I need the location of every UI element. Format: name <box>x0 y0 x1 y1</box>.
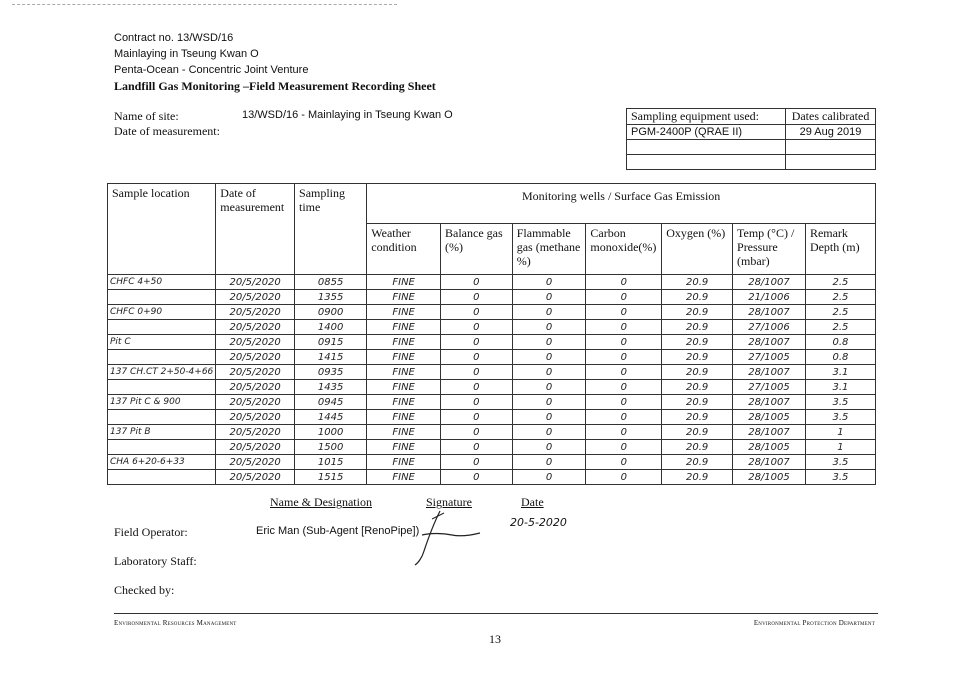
sample-location-cell: CHFC 0+90 <box>108 305 216 320</box>
flammable-gas-cell: 0 <box>512 335 586 350</box>
carbon-monoxide-cell: 0 <box>586 305 662 320</box>
depth-cell: 1 <box>805 425 875 440</box>
balance-gas-cell: 0 <box>441 455 513 470</box>
equipment-table <box>626 108 876 170</box>
temp-pressure-cell: 27/1005 <box>733 350 806 365</box>
name-designation-heading: Name & Designation <box>270 495 372 509</box>
carbon-monoxide-cell: 0 <box>586 455 662 470</box>
temp-pressure-cell: 28/1007 <box>733 335 806 350</box>
weather-cell: FINE <box>367 380 441 395</box>
time-cell: 1435 <box>295 380 367 395</box>
header-temp-pressure <box>733 224 806 275</box>
project-name: Mainlaying in Tseung Kwan O <box>114 48 259 60</box>
header-oxygen: Oxygen (%) <box>662 224 733 275</box>
balance-gas-cell: 0 <box>441 275 513 290</box>
balance-gas-cell: 0 <box>441 395 513 410</box>
depth-cell: 2.5 <box>805 275 875 290</box>
calibration-header: Dates calibrated <box>786 109 876 125</box>
depth-cell: 0.8 <box>805 350 875 365</box>
table-row <box>108 425 876 440</box>
measurement-table <box>107 183 876 485</box>
header-sampling-time: Sampling time <box>295 184 367 275</box>
temp-pressure-cell: 27/1006 <box>733 320 806 335</box>
balance-gas-cell: 0 <box>441 335 513 350</box>
header-carbon-monoxide: Carbon monoxide(%) <box>586 224 662 275</box>
carbon-monoxide-cell: 0 <box>586 290 662 305</box>
calibration-cell: 29 Aug 2019 <box>786 125 876 140</box>
temp-pressure-cell: 21/1006 <box>733 290 806 305</box>
date-cell: 20/5/2020 <box>216 350 295 365</box>
calibration-cell <box>786 155 876 170</box>
oxygen-cell: 20.9 <box>662 335 733 350</box>
depth-cell: 2.5 <box>805 305 875 320</box>
depth-cell: 3.5 <box>805 410 875 425</box>
equipment-cell: PGM-2400P (QRAE II) <box>627 125 786 140</box>
header-weather: Weather condition <box>367 224 441 275</box>
sample-location-cell <box>108 290 216 305</box>
signature-block <box>114 495 714 615</box>
depth-cell: 0.8 <box>805 335 875 350</box>
sample-location-cell <box>108 350 216 365</box>
date-cell: 20/5/2020 <box>216 440 295 455</box>
sample-location-cell <box>108 380 216 395</box>
site-name-label: Name of site: <box>114 109 179 123</box>
laboratory-staff-label: Laboratory Staff: <box>114 554 197 568</box>
weather-cell: FINE <box>367 470 441 485</box>
time-cell: 0855 <box>295 275 367 290</box>
footer-left-text: Environmental Resources Management <box>114 619 237 627</box>
temp-pressure-cell: 28/1005 <box>733 440 806 455</box>
oxygen-cell: 20.9 <box>662 470 733 485</box>
contract-number: Contract no. 13/WSD/16 <box>114 32 234 44</box>
sheet-title: Landfill Gas Monitoring –Field Measurement Recording Sheet <box>114 79 436 93</box>
balance-gas-cell: 0 <box>441 440 513 455</box>
oxygen-cell: 20.9 <box>662 365 733 380</box>
carbon-monoxide-cell: 0 <box>586 380 662 395</box>
field-operator-label: Field Operator: <box>114 525 188 539</box>
flammable-gas-cell: 0 <box>512 320 586 335</box>
time-cell: 1445 <box>295 410 367 425</box>
flammable-gas-cell: 0 <box>512 410 586 425</box>
weather-cell: FINE <box>367 335 441 350</box>
oxygen-cell: 20.9 <box>662 320 733 335</box>
table-row <box>108 470 876 485</box>
temp-pressure-cell: 28/1007 <box>733 305 806 320</box>
flammable-gas-cell: 0 <box>512 275 586 290</box>
table-row <box>108 380 876 395</box>
weather-cell: FINE <box>367 320 441 335</box>
weather-cell: FINE <box>367 290 441 305</box>
header-pressure: Pressure (mbar) <box>737 240 778 268</box>
oxygen-cell: 20.9 <box>662 275 733 290</box>
header-measurement-date: Date of measurement <box>216 184 295 275</box>
depth-cell: 3.5 <box>805 470 875 485</box>
contractor-name: Penta-Ocean - Concentric Joint Venture <box>114 64 309 76</box>
table-row <box>108 320 876 335</box>
balance-gas-cell: 0 <box>441 365 513 380</box>
date-cell: 20/5/2020 <box>216 395 295 410</box>
signature-heading: Signature <box>426 495 472 509</box>
date-heading: Date <box>521 495 544 509</box>
site-name-value: 13/WSD/16 - Mainlaying in Tseung Kwan O <box>242 109 453 121</box>
flammable-gas-cell: 0 <box>512 350 586 365</box>
table-row <box>108 395 876 410</box>
sample-location-cell: Pit C <box>108 335 216 350</box>
table-row <box>108 365 876 380</box>
sample-location-cell: CHFC 4+50 <box>108 275 216 290</box>
weather-cell: FINE <box>367 365 441 380</box>
carbon-monoxide-cell: 0 <box>586 440 662 455</box>
equipment-cell <box>627 140 786 155</box>
carbon-monoxide-cell: 0 <box>586 275 662 290</box>
date-cell: 20/5/2020 <box>216 305 295 320</box>
header-sample-location: Sample location <box>108 184 216 275</box>
handwritten-signature <box>412 505 482 567</box>
balance-gas-cell: 0 <box>441 470 513 485</box>
depth-cell: 2.5 <box>805 320 875 335</box>
date-cell: 20/5/2020 <box>216 410 295 425</box>
footer-divider <box>114 613 878 614</box>
sample-location-cell: 137 Pit C & 900 <box>108 395 216 410</box>
flammable-gas-cell: 0 <box>512 380 586 395</box>
weather-cell: FINE <box>367 440 441 455</box>
oxygen-cell: 20.9 <box>662 395 733 410</box>
depth-cell: 1 <box>805 440 875 455</box>
equipment-cell <box>627 155 786 170</box>
depth-cell: 3.5 <box>805 455 875 470</box>
sample-location-cell <box>108 410 216 425</box>
oxygen-cell: 20.9 <box>662 290 733 305</box>
date-cell: 20/5/2020 <box>216 380 295 395</box>
time-cell: 0935 <box>295 365 367 380</box>
flammable-gas-cell: 0 <box>512 305 586 320</box>
balance-gas-cell: 0 <box>441 425 513 440</box>
field-operator-date: 20-5-2020 <box>510 516 567 529</box>
temp-pressure-cell: 28/1007 <box>733 395 806 410</box>
date-cell: 20/5/2020 <box>216 470 295 485</box>
depth-cell: 2.5 <box>805 290 875 305</box>
weather-cell: FINE <box>367 455 441 470</box>
page-number: 13 <box>489 632 501 646</box>
time-cell: 1400 <box>295 320 367 335</box>
flammable-gas-cell: 0 <box>512 455 586 470</box>
flammable-gas-cell: 0 <box>512 395 586 410</box>
oxygen-cell: 20.9 <box>662 425 733 440</box>
balance-gas-cell: 0 <box>441 305 513 320</box>
date-cell: 20/5/2020 <box>216 320 295 335</box>
weather-cell: FINE <box>367 275 441 290</box>
oxygen-cell: 20.9 <box>662 350 733 365</box>
flammable-gas-cell: 0 <box>512 365 586 380</box>
calibration-cell <box>786 140 876 155</box>
header-remark-depth: Remark Depth (m) <box>805 224 875 275</box>
table-row <box>108 440 876 455</box>
carbon-monoxide-cell: 0 <box>586 350 662 365</box>
carbon-monoxide-cell: 0 <box>586 410 662 425</box>
temp-pressure-cell: 28/1007 <box>733 275 806 290</box>
time-cell: 0900 <box>295 305 367 320</box>
date-cell: 20/5/2020 <box>216 425 295 440</box>
time-cell: 0915 <box>295 335 367 350</box>
carbon-monoxide-cell: 0 <box>586 365 662 380</box>
temp-pressure-cell: 28/1007 <box>733 425 806 440</box>
sample-location-cell <box>108 470 216 485</box>
weather-cell: FINE <box>367 425 441 440</box>
oxygen-cell: 20.9 <box>662 455 733 470</box>
carbon-monoxide-cell: 0 <box>586 395 662 410</box>
time-cell: 1355 <box>295 290 367 305</box>
depth-cell: 3.1 <box>805 380 875 395</box>
time-cell: 1415 <box>295 350 367 365</box>
header-temp: Temp (°C) / <box>737 226 795 240</box>
checked-by-label: Checked by: <box>114 583 175 597</box>
temp-pressure-cell: 28/1005 <box>733 410 806 425</box>
temp-pressure-cell: 28/1007 <box>733 365 806 380</box>
date-cell: 20/5/2020 <box>216 455 295 470</box>
balance-gas-cell: 0 <box>441 320 513 335</box>
weather-cell: FINE <box>367 410 441 425</box>
table-row <box>108 455 876 470</box>
temp-pressure-cell: 28/1007 <box>733 455 806 470</box>
weather-cell: FINE <box>367 305 441 320</box>
flammable-gas-cell: 0 <box>512 440 586 455</box>
field-operator-name: Eric Man (Sub-Agent [RenoPipe]) <box>256 525 420 537</box>
carbon-monoxide-cell: 0 <box>586 470 662 485</box>
equipment-header: Sampling equipment used: <box>627 109 786 125</box>
document-header <box>114 30 436 94</box>
temp-pressure-cell: 28/1005 <box>733 470 806 485</box>
flammable-gas-cell: 0 <box>512 470 586 485</box>
sample-location-cell <box>108 440 216 455</box>
header-flammable-gas: Flammable gas (methane %) <box>512 224 586 275</box>
oxygen-cell: 20.9 <box>662 440 733 455</box>
flammable-gas-cell: 0 <box>512 290 586 305</box>
oxygen-cell: 20.9 <box>662 305 733 320</box>
sample-location-cell: 137 CH.CT 2+50-4+66 <box>108 365 216 380</box>
time-cell: 1500 <box>295 440 367 455</box>
time-cell: 1015 <box>295 455 367 470</box>
header-monitoring-wells: Monitoring wells / Surface Gas Emission <box>367 184 876 224</box>
balance-gas-cell: 0 <box>441 290 513 305</box>
balance-gas-cell: 0 <box>441 350 513 365</box>
time-cell: 1000 <box>295 425 367 440</box>
sample-location-cell: 137 Pit B <box>108 425 216 440</box>
date-cell: 20/5/2020 <box>216 275 295 290</box>
table-row <box>108 275 876 290</box>
date-cell: 20/5/2020 <box>216 365 295 380</box>
carbon-monoxide-cell: 0 <box>586 320 662 335</box>
sample-location-cell <box>108 320 216 335</box>
table-row <box>108 335 876 350</box>
scan-artifact-rule <box>12 4 397 5</box>
time-cell: 0945 <box>295 395 367 410</box>
depth-cell: 3.5 <box>805 395 875 410</box>
oxygen-cell: 20.9 <box>662 410 733 425</box>
table-row <box>108 350 876 365</box>
balance-gas-cell: 0 <box>441 410 513 425</box>
measurement-rows <box>108 275 876 485</box>
balance-gas-cell: 0 <box>441 380 513 395</box>
date-cell: 20/5/2020 <box>216 290 295 305</box>
flammable-gas-cell: 0 <box>512 425 586 440</box>
temp-pressure-cell: 27/1005 <box>733 380 806 395</box>
sample-location-cell: CHA 6+20-6+33 <box>108 455 216 470</box>
footer-right-text: Environmental Protection Department <box>753 619 875 627</box>
carbon-monoxide-cell: 0 <box>586 425 662 440</box>
header-balance-gas: Balance gas (%) <box>441 224 513 275</box>
weather-cell: FINE <box>367 395 441 410</box>
weather-cell: FINE <box>367 350 441 365</box>
oxygen-cell: 20.9 <box>662 380 733 395</box>
site-info <box>114 109 220 139</box>
measurement-date-label: Date of measurement: <box>114 124 220 138</box>
carbon-monoxide-cell: 0 <box>586 335 662 350</box>
depth-cell: 3.1 <box>805 365 875 380</box>
table-row <box>108 410 876 425</box>
time-cell: 1515 <box>295 470 367 485</box>
table-row <box>108 290 876 305</box>
date-cell: 20/5/2020 <box>216 335 295 350</box>
table-row <box>108 305 876 320</box>
